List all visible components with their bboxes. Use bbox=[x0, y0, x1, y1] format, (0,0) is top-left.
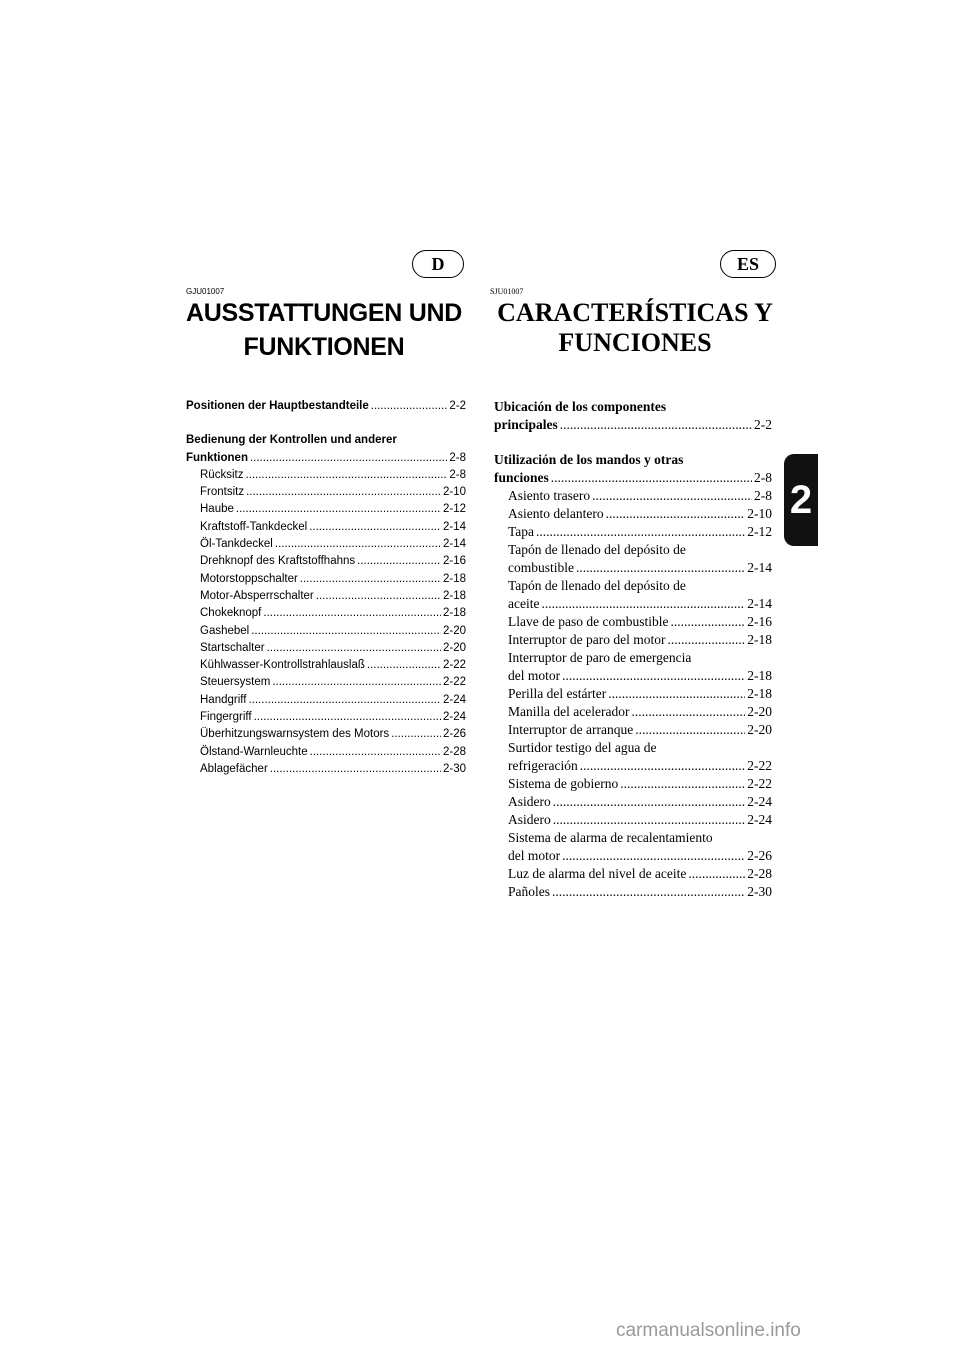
toc-entry[interactable] bbox=[186, 709, 466, 726]
toc-entry[interactable] bbox=[494, 631, 772, 649]
toc-page-number: 2-30 bbox=[442, 762, 466, 775]
toc-entry-title: Llave de paso de combustible bbox=[508, 614, 669, 629]
toc-page-number: 2-12 bbox=[747, 524, 772, 539]
toc-leader-dots bbox=[245, 467, 447, 484]
toc-entry-title: Motorstoppschalter bbox=[200, 572, 298, 585]
toc-entry[interactable] bbox=[494, 451, 772, 469]
toc-entry[interactable] bbox=[186, 623, 466, 640]
toc-page-number: 2-28 bbox=[442, 745, 466, 758]
toc-entry[interactable] bbox=[494, 595, 772, 613]
toc-leader-dots bbox=[606, 505, 746, 523]
toc-entry-title: Gashebel bbox=[200, 624, 250, 637]
toc-entry[interactable] bbox=[494, 793, 772, 811]
toc-spanish bbox=[494, 398, 772, 901]
toc-entry-title: Sistema de alarma de recalentamiento bbox=[508, 830, 713, 845]
toc-leader-dots bbox=[592, 487, 752, 505]
toc-entry-title: Positionen der Hauptbestandteile bbox=[186, 400, 369, 412]
toc-page-number: 2-2 bbox=[449, 400, 466, 412]
toc-leader-dots bbox=[236, 501, 441, 518]
toc-page-number: 2-30 bbox=[747, 884, 772, 899]
toc-entry-title: Asiento trasero bbox=[508, 488, 591, 503]
toc-page-number: 2-26 bbox=[442, 728, 466, 741]
toc-leader-dots bbox=[551, 469, 752, 487]
toc-entry[interactable] bbox=[186, 501, 466, 518]
toc-leader-dots bbox=[688, 865, 745, 883]
toc-entry-title: Asidero bbox=[508, 812, 551, 827]
toc-entry-title: Handgriff bbox=[200, 693, 247, 706]
toc-page-number: 2-18 bbox=[747, 632, 772, 647]
toc-leader-dots bbox=[580, 757, 746, 775]
toc-entry[interactable] bbox=[494, 416, 772, 434]
toc-entry-title: Startschalter bbox=[200, 641, 265, 654]
toc-page-number: 2-18 bbox=[747, 668, 772, 683]
toc-page-number: 2-18 bbox=[442, 589, 466, 602]
toc-entry-title: Interruptor de paro del motor bbox=[508, 632, 666, 647]
toc-leader-dots bbox=[309, 519, 441, 536]
toc-leader-dots bbox=[391, 726, 441, 743]
toc-page-number: 2-18 bbox=[442, 572, 466, 585]
toc-entry-title: Surtidor testigo del agua de bbox=[508, 740, 657, 755]
section-code-es: SJU01007 bbox=[490, 287, 524, 296]
toc-leader-dots bbox=[620, 775, 745, 793]
toc-page-number: 2-14 bbox=[747, 560, 772, 575]
toc-entry-title: Ubicación de los componentes bbox=[494, 399, 667, 414]
toc-page-number: 2-22 bbox=[747, 776, 772, 791]
toc-entry-title: Manilla del acelerador bbox=[508, 704, 630, 719]
toc-leader-dots bbox=[553, 811, 746, 829]
toc-page-number: 2-14 bbox=[442, 520, 466, 533]
toc-entry[interactable] bbox=[494, 721, 772, 739]
toc-leader-dots bbox=[631, 703, 745, 721]
toc-gap bbox=[494, 434, 772, 451]
toc-page-number: 2-16 bbox=[747, 614, 772, 629]
toc-entry-title: refrigeración bbox=[508, 758, 578, 773]
toc-entry[interactable] bbox=[186, 519, 466, 536]
toc-gap bbox=[186, 415, 466, 432]
toc-leader-dots bbox=[250, 450, 447, 467]
toc-entry[interactable] bbox=[494, 667, 772, 685]
toc-entry-title: Tapón de llenado del depósito de bbox=[508, 578, 686, 593]
toc-entry-title: Steuersystem bbox=[200, 676, 271, 689]
toc-entry[interactable] bbox=[494, 685, 772, 703]
chapter-tab bbox=[784, 454, 818, 546]
toc-entry[interactable] bbox=[494, 559, 772, 577]
toc-entry[interactable] bbox=[494, 775, 772, 793]
toc-leader-dots bbox=[248, 692, 441, 709]
chapter-number: 2 bbox=[789, 477, 813, 522]
toc-page-number: 2-26 bbox=[747, 848, 772, 863]
toc-leader-dots bbox=[300, 571, 441, 588]
toc-leader-dots bbox=[560, 416, 752, 434]
toc-page-number: 2-20 bbox=[442, 624, 466, 637]
toc-page-number: 2-12 bbox=[442, 503, 466, 516]
toc-page-number: 2-2 bbox=[754, 417, 772, 432]
toc-page-number: 2-20 bbox=[442, 641, 466, 654]
toc-leader-dots bbox=[553, 793, 746, 811]
section-code-de: GJU01007 bbox=[186, 287, 225, 296]
toc-page-number: 2-14 bbox=[747, 596, 772, 611]
toc-entry[interactable] bbox=[186, 640, 466, 657]
toc-page-number: 2-24 bbox=[747, 794, 772, 809]
toc-entry-title: Frontsitz bbox=[200, 486, 245, 499]
toc-entry-title: Chokeknopf bbox=[200, 607, 262, 620]
toc-entry-title: Asidero bbox=[508, 794, 551, 809]
toc-entry[interactable] bbox=[186, 588, 466, 605]
toc-entry[interactable] bbox=[494, 703, 772, 721]
toc-entry-title: Interruptor de paro de emergencia bbox=[508, 650, 692, 665]
toc-leader-dots bbox=[275, 536, 441, 553]
toc-entry[interactable] bbox=[186, 484, 466, 501]
toc-entry-title: Drehknopf des Kraftstoffhahns bbox=[200, 555, 356, 568]
language-badge-de: D bbox=[412, 250, 464, 278]
toc-entry[interactable] bbox=[494, 865, 772, 883]
toc-page-number: 2-8 bbox=[449, 468, 466, 481]
toc-entry-title: Rücksitz bbox=[200, 468, 244, 481]
toc-page-number: 2-18 bbox=[442, 607, 466, 620]
toc-leader-dots bbox=[246, 484, 441, 501]
toc-page-number: 2-10 bbox=[747, 506, 772, 521]
toc-entry-title: Perilla del estárter bbox=[508, 686, 607, 701]
toc-entry-title: Pañoles bbox=[508, 884, 550, 899]
toc-page-number: 2-16 bbox=[442, 555, 466, 568]
chapter-title-es: CARACTERÍSTICAS Y FUNCIONES bbox=[497, 298, 773, 357]
footer-watermark: carmanualsonline.info bbox=[616, 1320, 801, 1341]
toc-entry-title: Funktionen bbox=[186, 451, 248, 464]
toc-leader-dots bbox=[367, 657, 441, 674]
toc-page-number: 2-14 bbox=[442, 538, 466, 551]
toc-entry-title: Überhitzungswarnsystem des Motors bbox=[200, 728, 390, 741]
toc-entry-title: Sistema de gobierno bbox=[508, 776, 619, 791]
toc-entry-title: Tapa bbox=[508, 524, 535, 539]
toc-page-number: 2-24 bbox=[747, 812, 772, 827]
toc-entry-title: del motor bbox=[508, 668, 561, 683]
toc-leader-dots bbox=[552, 883, 745, 901]
toc-entry[interactable] bbox=[186, 553, 466, 570]
toc-page-number: 2-24 bbox=[442, 711, 466, 724]
toc-entry[interactable] bbox=[494, 811, 772, 829]
toc-entry-title: Bedienung der Kontrollen und anderer bbox=[186, 434, 397, 447]
toc-leader-dots bbox=[371, 398, 448, 415]
language-badge-es: ES bbox=[720, 250, 776, 278]
toc-entry[interactable] bbox=[494, 505, 772, 523]
toc-entry[interactable] bbox=[186, 398, 466, 415]
toc-entry[interactable] bbox=[494, 613, 772, 631]
toc-leader-dots bbox=[263, 605, 441, 622]
toc-entry[interactable] bbox=[494, 487, 772, 505]
toc-entry[interactable] bbox=[494, 398, 772, 416]
toc-entry[interactable] bbox=[186, 692, 466, 709]
toc-page-number: 2-24 bbox=[442, 693, 466, 706]
toc-entry-title: Ablagefächer bbox=[200, 762, 268, 775]
toc-entry[interactable] bbox=[186, 674, 466, 691]
toc-leader-dots bbox=[272, 674, 441, 691]
toc-leader-dots bbox=[310, 744, 441, 761]
toc-entry[interactable] bbox=[186, 744, 466, 761]
toc-entry[interactable] bbox=[494, 829, 772, 847]
toc-leader-dots bbox=[562, 847, 745, 865]
toc-leader-dots bbox=[267, 640, 441, 657]
toc-leader-dots bbox=[667, 631, 745, 649]
toc-entry-title: Tapón de llenado del depósito de bbox=[508, 542, 686, 557]
toc-entry-title: Haube bbox=[200, 503, 234, 516]
toc-page-number: 2-28 bbox=[747, 866, 772, 881]
toc-entry-title: Kraftstoff-Tankdeckel bbox=[200, 520, 308, 533]
toc-entry[interactable] bbox=[186, 450, 466, 467]
toc-entry-title: Motor-Absperrschalter bbox=[200, 589, 314, 602]
toc-entry[interactable] bbox=[186, 536, 466, 553]
toc-entry[interactable] bbox=[186, 726, 466, 743]
toc-entry-title: Luz de alarma del nivel de aceite bbox=[508, 866, 687, 881]
toc-page-number: 2-10 bbox=[442, 486, 466, 499]
toc-leader-dots bbox=[541, 595, 745, 613]
toc-german bbox=[186, 398, 466, 778]
toc-entry-title: Interruptor de arranque bbox=[508, 722, 634, 737]
toc-entry[interactable] bbox=[186, 467, 466, 484]
toc-leader-dots bbox=[270, 761, 441, 778]
toc-entry-title: del motor bbox=[508, 848, 561, 863]
toc-entry[interactable] bbox=[494, 757, 772, 775]
toc-entry[interactable] bbox=[186, 605, 466, 622]
toc-page-number: 2-8 bbox=[449, 451, 466, 464]
toc-entry[interactable] bbox=[494, 883, 772, 901]
toc-leader-dots bbox=[635, 721, 745, 739]
toc-page-number: 2-20 bbox=[747, 722, 772, 737]
toc-leader-dots bbox=[670, 613, 745, 631]
toc-entry[interactable] bbox=[494, 739, 772, 757]
toc-entry[interactable] bbox=[494, 523, 772, 541]
toc-entry[interactable] bbox=[186, 571, 466, 588]
toc-entry-title: Kühlwasser-Kontrollstrahlauslaß bbox=[200, 659, 365, 672]
toc-leader-dots bbox=[316, 588, 441, 605]
toc-page-number: 2-18 bbox=[747, 686, 772, 701]
toc-page-number: 2-22 bbox=[442, 676, 466, 689]
toc-entry-title: Öl-Tankdeckel bbox=[200, 538, 273, 551]
toc-leader-dots bbox=[576, 559, 745, 577]
toc-entry-title: combustible bbox=[508, 560, 574, 575]
toc-page-number: 2-8 bbox=[754, 470, 772, 485]
toc-leader-dots bbox=[357, 553, 441, 570]
toc-page-number: 2-22 bbox=[442, 659, 466, 672]
toc-entry-title: principales bbox=[494, 417, 558, 432]
toc-leader-dots bbox=[254, 709, 441, 726]
toc-entry-title: Fingergriff bbox=[200, 711, 252, 724]
toc-entry-title: Ölstand-Warnleuchte bbox=[200, 745, 308, 758]
chapter-title-de: AUSSTATTUNGEN UND FUNKTIONEN bbox=[186, 299, 462, 361]
toc-entry[interactable] bbox=[186, 761, 466, 778]
toc-entry-title: funciones bbox=[494, 470, 549, 485]
toc-entry[interactable] bbox=[494, 469, 772, 487]
toc-leader-dots bbox=[562, 667, 745, 685]
toc-leader-dots bbox=[608, 685, 745, 703]
toc-entry-title: Utilización de los mandos y otras bbox=[494, 452, 684, 467]
toc-entry-title: aceite bbox=[508, 596, 540, 611]
toc-leader-dots bbox=[251, 623, 441, 640]
toc-entry[interactable] bbox=[494, 847, 772, 865]
toc-page-number: 2-22 bbox=[747, 758, 772, 773]
toc-entry[interactable] bbox=[494, 541, 772, 559]
toc-entry[interactable] bbox=[186, 432, 466, 449]
toc-entry[interactable] bbox=[494, 577, 772, 595]
toc-entry-title: Asiento delantero bbox=[508, 506, 604, 521]
toc-page-number: 2-8 bbox=[754, 488, 772, 503]
toc-leader-dots bbox=[536, 523, 745, 541]
toc-entry[interactable] bbox=[186, 657, 466, 674]
toc-page-number: 2-20 bbox=[747, 704, 772, 719]
toc-entry[interactable] bbox=[494, 649, 772, 667]
